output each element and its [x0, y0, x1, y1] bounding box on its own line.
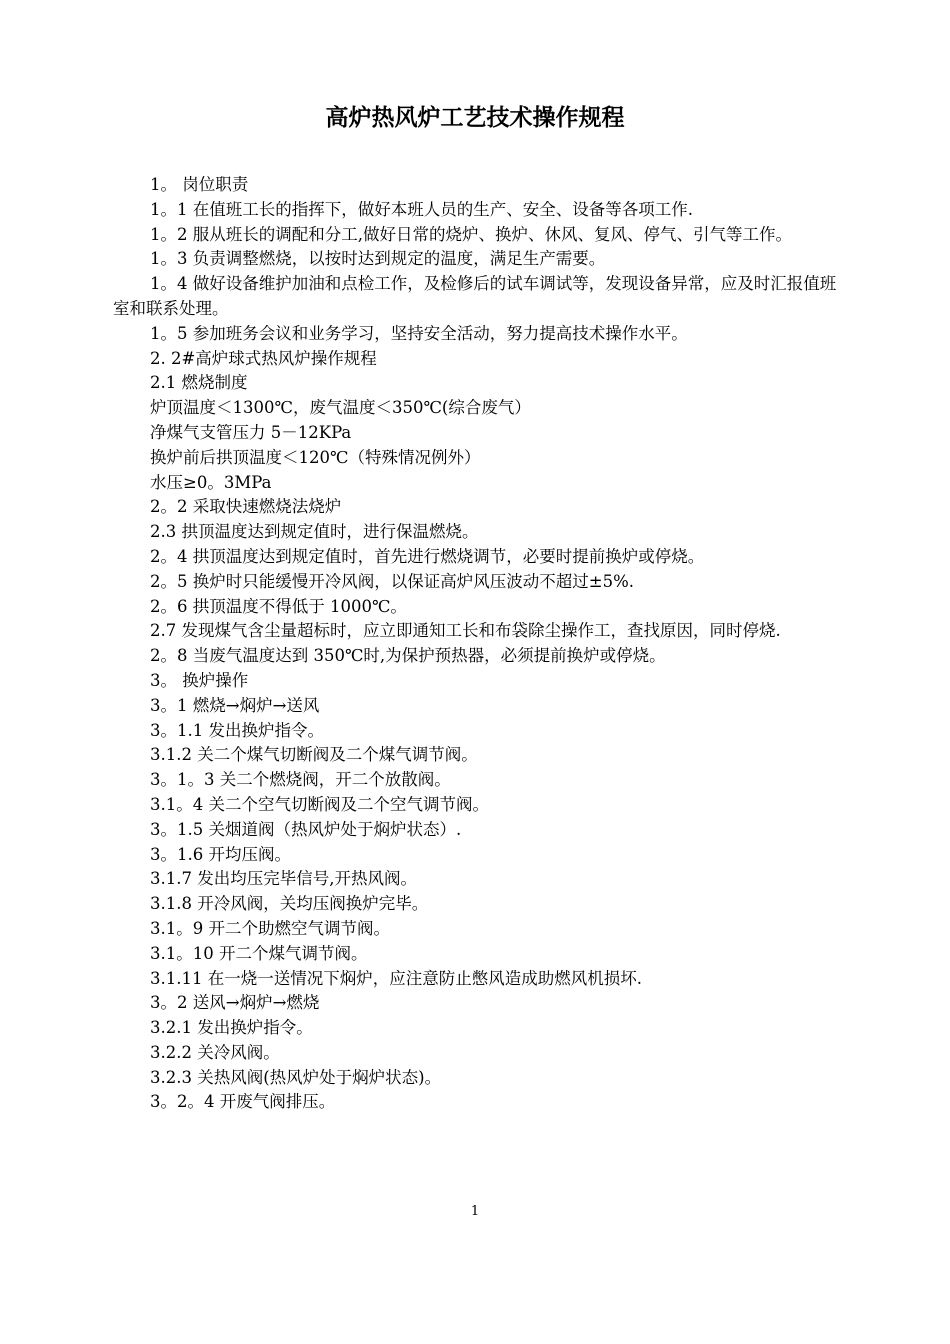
paragraph: 水压≥0。3MPa: [150, 472, 272, 492]
paragraph: 1。1 在值班工长的指挥下，做好本班人员的生产、安全、设备等各项工作.: [150, 199, 693, 219]
document-title: 高炉热风炉工艺技术操作规程: [325, 105, 625, 131]
document-body: [113, 173, 843, 1115]
paragraph: 3.1。10 开二个煤气调节阀。: [150, 943, 368, 963]
paragraph: 3.1.11 在一烧一送情况下焖炉，应注意防止憋风造成助燃风机损坏.: [150, 968, 642, 988]
paragraph: 3。1 燃烧→焖炉→送风: [150, 695, 320, 715]
paragraph: 3.1。9 开二个助燃空气调节阀。: [150, 918, 390, 938]
paragraph: 1。2 服从班长的调配和分工,做好日常的烧炉、换炉、休风、复风、停气、引气等工作。: [150, 224, 792, 244]
paragraph: 3。2。4 开废气阀排压。: [150, 1092, 336, 1112]
paragraph: 净煤气支管压力 5－12KPa: [150, 422, 352, 442]
paragraph: 3。 换炉操作: [150, 670, 249, 690]
paragraph: 1。5 参加班务会议和业务学习，坚持安全活动，努力提高技术操作水平。: [150, 323, 688, 343]
paragraph: 2。5 换炉时只能缓慢开冷风阀，以保证高炉风压波动不超过±5%.: [150, 571, 634, 591]
paragraph: 换炉前后拱顶温度＜120℃（特殊情况例外）: [150, 447, 481, 467]
page-number: 1: [470, 1204, 480, 1219]
paragraph: 2.7 发现煤气含尘量超标时，应立即通知工长和布袋除尘操作工，查找原因，同时停烧.: [150, 621, 781, 641]
paragraph: 2。2 采取快速燃烧法烧炉: [150, 497, 342, 517]
paragraph: 3。1。3 关二个燃烧阀，开二个放散阀。: [150, 770, 451, 790]
paragraph: 2。4 拱顶温度达到规定值时，首先进行燃烧调节，必要时提前换炉或停烧。: [150, 546, 705, 566]
paragraph: 1。4 做好设备维护加油和点检工作，及检修后的试车调试等，发现设备异常，应及时汇报值班室和联系处理。: [113, 274, 837, 318]
paragraph: 3。1.5 关烟道阀（热风炉处于焖炉状态）.: [150, 819, 462, 839]
paragraph: 3.1.7 发出均压完毕信号,开热风阀。: [150, 869, 417, 889]
paragraph: 3。1.1 发出换炉指令。: [150, 720, 324, 740]
paragraph: 2。6 拱顶温度不得低于 1000℃。: [150, 596, 407, 616]
paragraph: 2.3 拱顶温度达到规定值时，进行保温燃烧。: [150, 522, 479, 542]
paragraph: 3。1.6 开均压阀。: [150, 844, 291, 864]
paragraph: 3.1.8 开冷风阀，关均压阀换炉完毕。: [150, 894, 429, 914]
paragraph: 1。 岗位职责: [150, 175, 249, 194]
paragraph: 2.1 燃烧制度: [150, 373, 248, 393]
paragraph: 3。2 送风→焖炉→燃烧: [150, 993, 320, 1013]
paragraph: 1。3 负责调整燃烧，以按时达到规定的温度，满足生产需要。: [150, 249, 606, 269]
paragraph: 炉顶温度＜1300℃，废气温度＜350℃(综合废气）: [150, 398, 531, 418]
paragraph: 3.2.1 发出换炉指令。: [150, 1018, 313, 1038]
paragraph: 2。8 当废气温度达到 350℃时,为保护预热器，必须提前换炉或停烧。: [150, 646, 666, 666]
paragraph: 2. 2#高炉球式热风炉操作规程: [150, 348, 377, 368]
paragraph: 3.1。4 关二个空气切断阀及二个空气调节阀。: [150, 794, 489, 814]
paragraph: 3.2.2 关冷风阀。: [150, 1042, 280, 1062]
paragraph: 3.1.2 关二个煤气切断阀及二个煤气调节阀。: [150, 745, 478, 765]
paragraph: 3.2.3 关热风阀(热风炉处于焖炉状态)。: [150, 1067, 442, 1087]
